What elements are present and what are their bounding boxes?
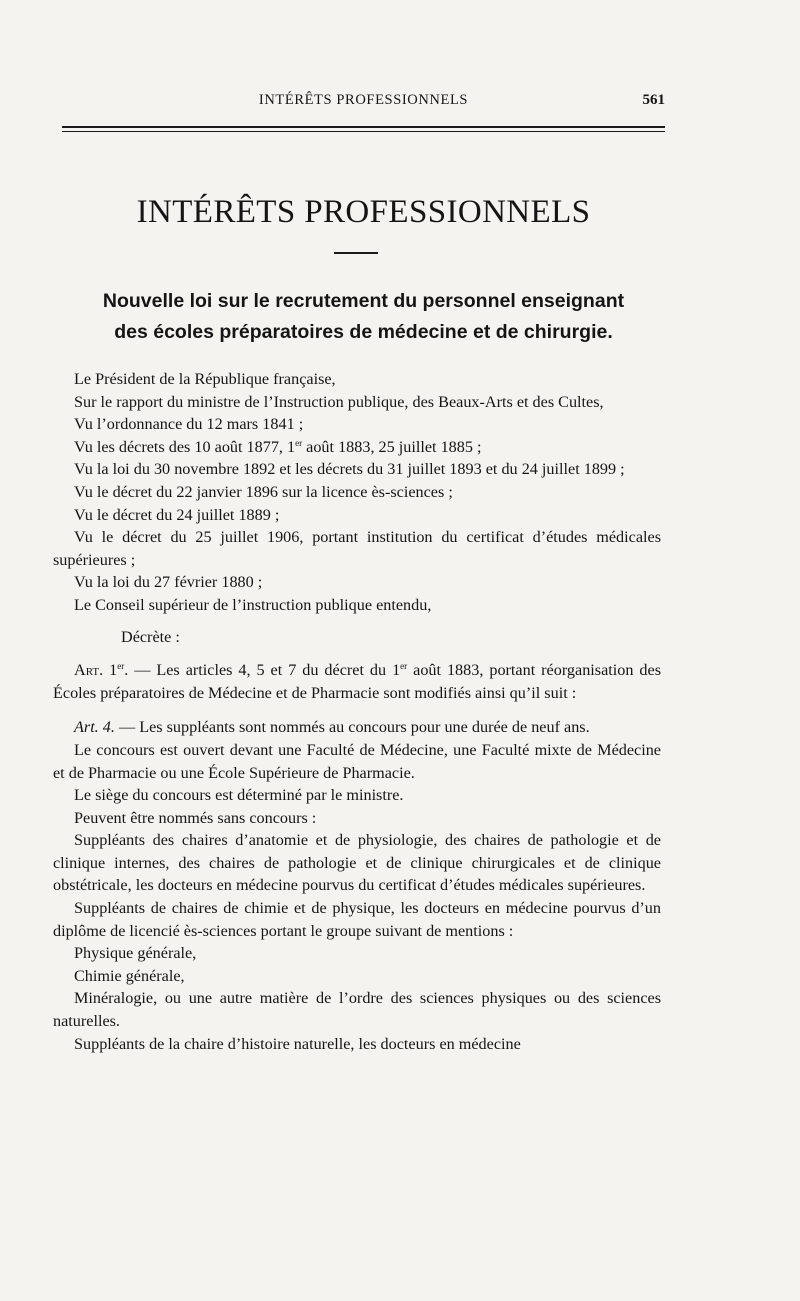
paragraph: Vu l’ordonnance du 12 mars 1841 ; bbox=[74, 415, 304, 434]
paragraph bbox=[53, 436, 661, 459]
running-title: INTÉRÊTS PROFESSIONNELS bbox=[258, 92, 469, 108]
text-run: août 1883, 25 juillet 1885 ; bbox=[302, 437, 482, 456]
paragraph: Le Président de la République française, bbox=[74, 370, 336, 388]
paragraph: Peuvent être nommés sans concours : bbox=[74, 808, 317, 827]
header-rule-bottom bbox=[62, 131, 665, 132]
superscript: er bbox=[117, 661, 125, 672]
paragraph: Vu la loi du 30 novembre 1892 et les décrets du 31 juillet 1893 et du 24 juillet 1899 ; bbox=[74, 460, 625, 479]
superscript: er bbox=[295, 437, 303, 448]
paragraph: Vu le décret du 22 janvier 1896 sur la licence ès-sciences ; bbox=[74, 482, 453, 501]
paragraph: Le siège du concours est déterminé par le ministre. bbox=[74, 786, 404, 805]
article-label: Art. 4. bbox=[74, 718, 115, 737]
page-number: 561 bbox=[642, 92, 665, 108]
paragraph: Le Conseil supérieur de l’instruction publique entendu, bbox=[74, 595, 432, 614]
text-run: août 1883, portant réorganisation des Écoles préparatoires de Médecine et de Pharmacie sont modifiés ainsi qu’il suit : bbox=[53, 661, 662, 702]
paragraph: Vu le décret du 24 juillet 1889 ; bbox=[74, 505, 280, 524]
article-1 bbox=[53, 659, 661, 704]
article-label: Art. 1 bbox=[74, 661, 118, 680]
text-run: Vu les décrets des 10 août 1877, 1 bbox=[74, 437, 296, 456]
paragraph: Suppléants de la chaire d’histoire naturelle, les docteurs en médecine bbox=[74, 1034, 521, 1053]
text-run: . — Les articles 4, 5 et 7 du décret du 1 bbox=[124, 661, 401, 680]
page-title: INTÉRÊTS PROFESSIONNELS bbox=[136, 194, 591, 230]
article-subtitle bbox=[62, 286, 665, 348]
paragraph: Sur le rapport du ministre de l’Instruction publique, des Beaux-Arts et des Cultes, bbox=[74, 392, 604, 411]
title-divider bbox=[334, 252, 378, 254]
text-run: — Les suppléants sont nommés au concours pour une durée de neuf ans. bbox=[114, 718, 590, 737]
paragraph: Physique générale, bbox=[74, 944, 197, 963]
superscript: er bbox=[400, 661, 408, 672]
paragraph: Vu la loi du 27 février 1880 ; bbox=[74, 573, 263, 592]
paragraph: Suppléants de chaires de chimie et de physique, les docteurs en médecine pourvus d’un diplôme de licencié ès-sciences portant le groupe suivant de mentions : bbox=[53, 899, 661, 940]
subtitle-line-1: Nouvelle loi sur le recrutement du personnel enseignant bbox=[102, 290, 625, 312]
paragraph: Le concours est ouvert devant une Faculté de Médecine, une Faculté mixte de Médecine et de Pharmacie ou une École Supérieure de Pharmacie. bbox=[53, 740, 661, 782]
header-rule-top bbox=[62, 126, 665, 128]
subtitle-line-2: des écoles préparatoires de médecine et de chirurgie. bbox=[114, 321, 613, 343]
decree-line: Décrète : bbox=[121, 627, 180, 646]
body-text bbox=[53, 368, 661, 1055]
running-head bbox=[62, 88, 665, 114]
paragraph: Chimie générale, bbox=[74, 966, 185, 985]
paragraph: Minéralogie, ou une autre matière de l’ordre des sciences physiques ou des sciences naturelles. bbox=[53, 989, 661, 1031]
paragraph: Vu le décret du 25 juillet 1906, portant institution du certificat d’études médicales supérieures ; bbox=[53, 528, 661, 569]
paragraph: Suppléants des chaires d’anatomie et de physiologie, des chaires de pathologie et de clinique internes, des chaires de pathologie et de clinique chirurgicales et de clinique obstétricale, les docteurs en médecine pourvus du certificat d’études médicales supérieures. bbox=[53, 831, 661, 895]
article-4 bbox=[53, 716, 661, 739]
